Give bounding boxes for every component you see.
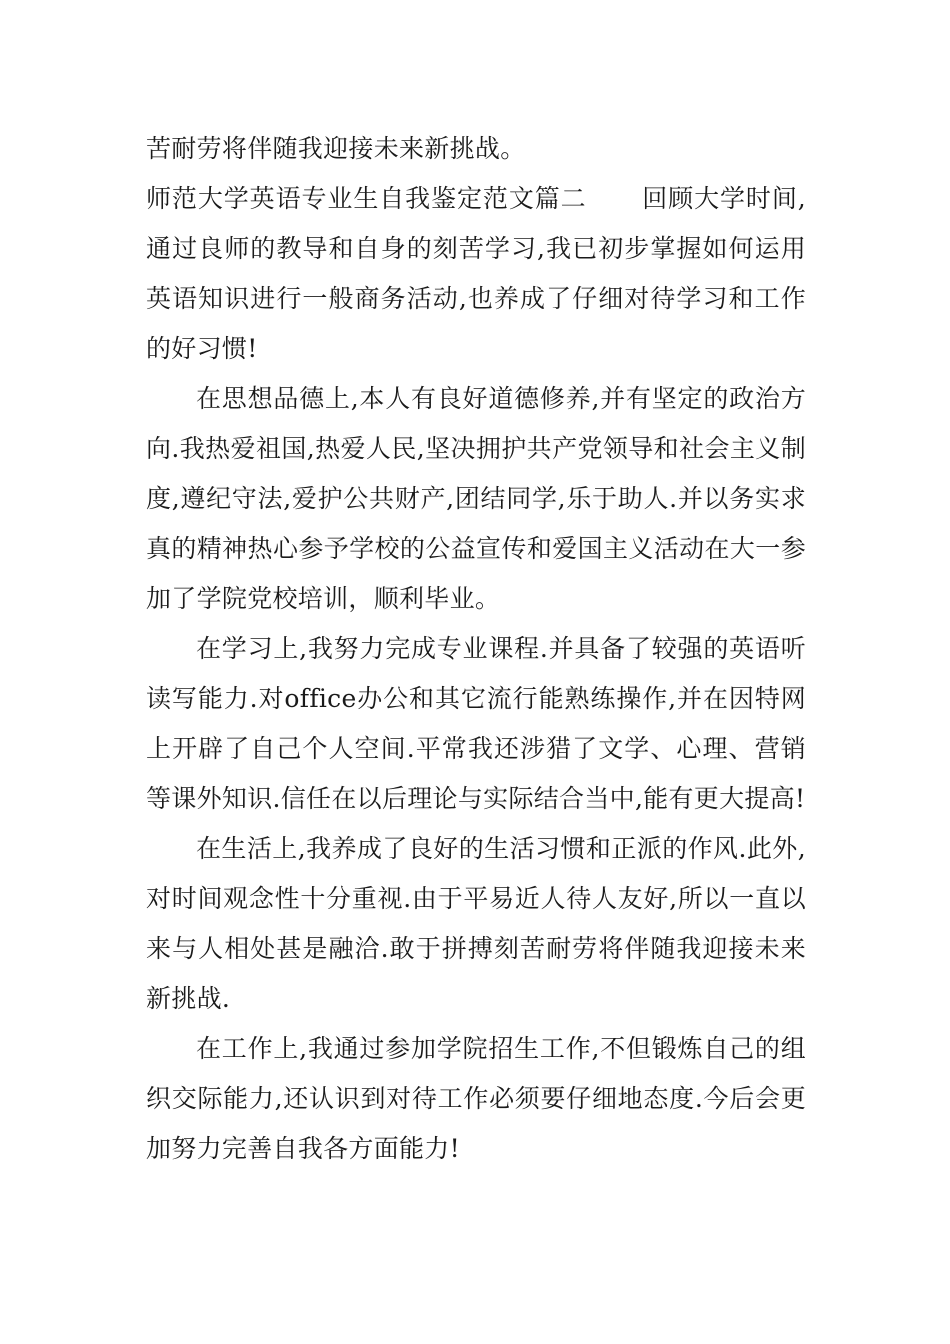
body-paragraphs [146,374,806,1174]
paragraph-morality: 在思想品德上,本人有良好道德修养,并有坚定的政治方向.我热爱祖国,热爱人民,坚决拥护共产党领导和社会主义制度,遵纪守法,爱护公共财产,团结同学,乐于助人.并以务实求真的精神热心参予学校的公益宣传和爱国主义活动在大一参加了学院党校培训，顺利毕业。 [146,384,806,613]
section-heading-paragraph [146,174,806,374]
paragraph-study: 在学习上,我努力完成专业课程.并具备了较强的英语听读写能力.对office办公和其它流行能熟练操作,并在因特网上开辟了自己个人空间.平常我还涉猎了文学、心理、营销等课外知识.信任在以后理论与实际结合当中,能有更大提高! [146,634,806,813]
continuation-line: 苦耐劳将伴随我迎接未来新挑战。 [146,134,526,163]
section-intro: 回顾大学时间,通过良师的教导和自身的刻苦学习,我已初步掌握如何运用英语知识进行一般商务活动,也养成了仔细对待学习和工作的好习惯! [146,184,806,363]
paragraph-life: 在生活上,我养成了良好的生活习惯和正派的作风.此外,对时间观念性十分重视.由于平易近人待人友好,所以一直以来与人相处甚是融洽.敢于拼搏刻苦耐劳将伴随我迎接未来新挑战. [146,834,806,1013]
section-title: 师范大学英语专业生自我鉴定范文篇二 [146,184,587,213]
paragraph-work: 在工作上,我通过参加学院招生工作,不但锻炼自己的组织交际能力,还认识到对待工作必须要仔细地态度.今后会更加努力完善自我各方面能力! [146,1034,806,1163]
